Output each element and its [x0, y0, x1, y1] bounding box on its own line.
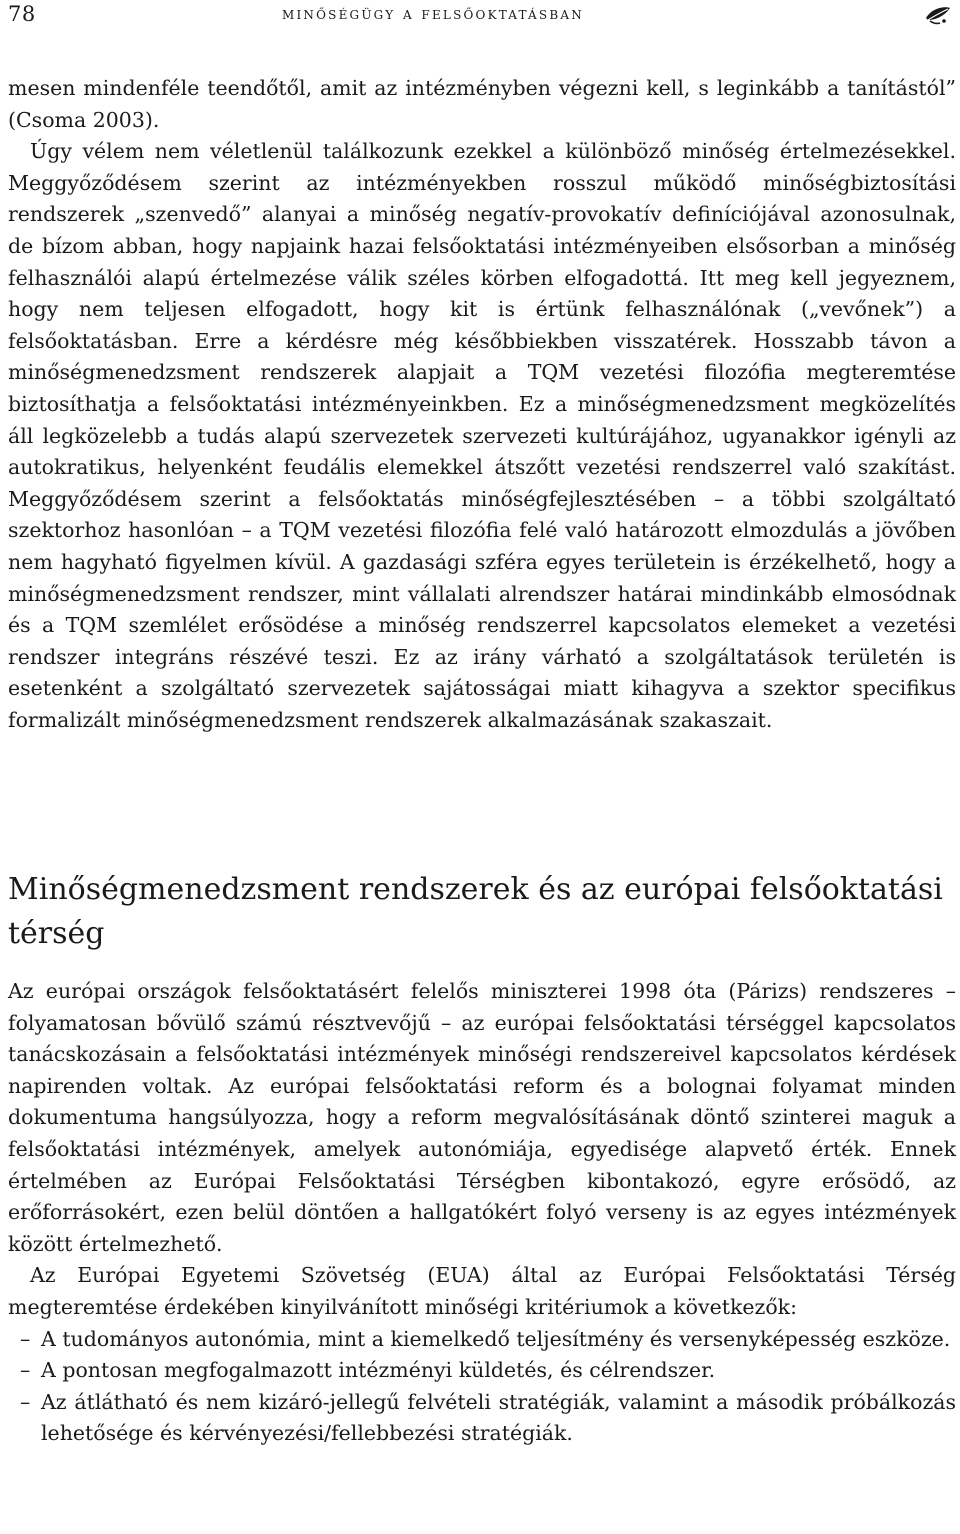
- list-item: [8, 1387, 956, 1450]
- dash-marker: –: [20, 1389, 31, 1414]
- list-item: [8, 1355, 956, 1387]
- leaf-ornament-icon: [924, 4, 952, 26]
- criteria-list: [8, 1324, 956, 1450]
- intro-text: [8, 73, 956, 736]
- section-heading: Minőségmenedzsment rendszerek és az európai felsőoktatási térség: [8, 872, 943, 951]
- list-item-text: A tudományos autonómia, mint a kiemelkedő teljesítmény és versenyképesség eszköze.: [41, 1326, 951, 1351]
- list-item-text: Az átlátható és nem kizáró-jellegű felvételi stratégiák, valamint a második próbálkozás lehetősége és kérvényezési/fellebbezési stratégiák.: [41, 1389, 956, 1446]
- page-number: 78: [8, 2, 36, 26]
- list-item-text: A pontosan megfogalmazott intézményi küldetés, és célrendszer.: [41, 1358, 716, 1383]
- intro-paragraph-continued: mesen mindenféle teendőtől, amit az intézményben végezni kell, s leginkább a tanítástól” (Csoma 2003).: [8, 76, 956, 132]
- section-body: [8, 976, 956, 1450]
- section-paragraph-1: Az európai országok felsőoktatásért felelős miniszterei 1998 óta (Párizs) rendszeres – folyamatosan bővülő számú résztvevőjű – az európai felsőoktatási térséggel kapcsolatos tanácskozásain a felsőoktatási intézmények minőségi rendszereivel kapcsolatos kérdések napirenden voltak. Az európai felsőoktatási reform és a bolognai folyamat minden dokumentuma hangsúlyozza, hogy a reform megvalósításának döntő szinterei maguk a felsőoktatási intézmények, amelyek autonómiája, egyedisége alapvető érték. Ennek értelmében az Európai Felsőoktatási Térségben kibontakozó, egyre erősödő, az erőforrásokért, ezen belül döntően a hallgatókért folyó verseny is az egyes intézmények között értelmezhető.: [8, 979, 956, 1256]
- intro-paragraph-main: Úgy vélem nem véletlenül találkozunk ezekkel a különböző minőség értelmezésekkel. Meggyőződésem szerint az intézményekben rosszul működő minőségbiztosítási rendszerek „szenvedő” alanyai a minőség negatív-provokatív definíciójával azonosulnak, de bízom abban, hogy napjaink hazai felsőoktatási intézményeiben elsősorban a minőség felhasználói alapú értelmezése válik széles körben elfogadottá. Itt meg kell jegyeznem, hogy nem teljesen elfogadott, hogy kit is értünk felhasználónak („vevőnek”) a felsőoktatásban. Erre a kérdésre még későbbiekben visszatérek. Hosszabb távon a minőségmenedzsment rendszerek alapjait a TQM vezetési filozófia megteremtése biztosíthatja a felsőoktatási intézményeinkben. Ez a minőségmenedzsment megközelítés áll legközelebb a tudás alapú szervezetek szervezeti kultúrájához, ugyanakkor igényli az autokratikus, helyenként feudális elemekkel átszőtt vezetési rendszerrel való szakítást. Meggyőződésem szerint a felsőoktatás minőségfejlesztésében – a többi szolgáltató szektorhoz hasonlóan – a TQM vezetési filozófia felé való határozott elmozdulás a jövőben nem hagyható figyelmen kívül. A gazdasági szféra egyes területein is érzékelhető, hogy a minőségmenedzsment rendszer, mint vállalati alrendszer határai mindinkább elmosódnak és a TQM szemlélet erősödése a minőség rendszerrel kapcsolatos elemeket a vezetési rendszer integráns részévé teszi. Ez az irány várható a szolgáltatások területén is esetenként a szolgáltató szervezetek sajátosságai miatt kihagyva a szektor specifikus formalizált minőségmenedzsment rendszerek alkalmazásának szakaszait.: [8, 139, 956, 732]
- page-header: [0, 0, 960, 30]
- running-title: minőségügy a felsőoktatásban: [282, 4, 584, 24]
- list-item: [8, 1324, 956, 1356]
- dash-marker: –: [20, 1358, 31, 1383]
- dash-marker: –: [20, 1326, 31, 1351]
- section-paragraph-2: Az Európai Egyetemi Szövetség (EUA) által az Európai Felsőoktatási Térség megteremtése érdekében kinyilvánított minőségi kritériumok a következők:: [8, 1263, 956, 1319]
